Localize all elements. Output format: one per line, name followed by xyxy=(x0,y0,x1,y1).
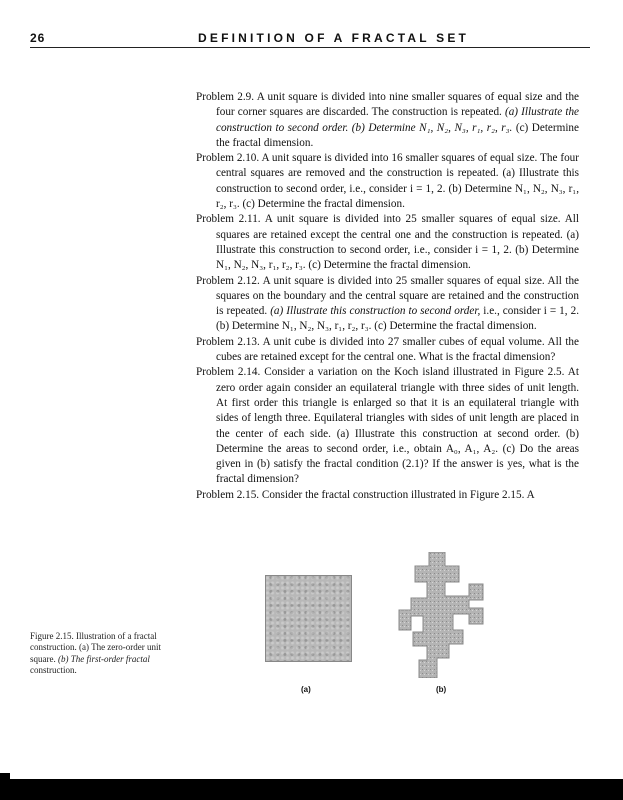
problem-2-10: Problem 2.10. A unit square is divided into 16 smaller squares of equal size. The four central squares are removed and the construction is repeated. (a) Illustrate this construction to second order, i.e., consider i = 1, 2. (b) Determine N₁, N₂, N₃, r₁, r₂, r₃. (c) Determine the fractal dimension. xyxy=(196,152,579,211)
panel-label-a: (a) xyxy=(301,685,311,694)
problem-2-9-italic: (a) Illustrate the construction to second order. (b) Determine N₁, N₂, N₃, r₁, r₂, r₃. xyxy=(216,106,579,134)
page-header xyxy=(30,31,590,48)
running-title: DEFINITION OF A FRACTAL SET xyxy=(198,31,470,45)
problem-list xyxy=(196,90,579,503)
figure-caption-text: Figure 2.15. Illustration of a fractal construction. (a) The zero-order unit square. xyxy=(30,631,162,664)
first-order-fractal xyxy=(397,552,485,678)
problem-2-12-italic: (a) Illustrate this construction to second order, xyxy=(270,305,481,318)
problem-2-9-text: Problem 2.9. A unit square is divided into nine smaller squares of equal size and the four corner squares are discarded. The construction is repeated. xyxy=(196,91,579,119)
problem-2-11: Problem 2.11. A unit square is divided into 25 smaller squares of equal size. All squares are retained except the central one and the construction is repeated. (a) Illustrate this construction to second order, i.e., consider i = 1, 2. (b) Determine N₁, N₂, N₃, r₁, r₂, r₃. (c) Determine the fractal dimension. xyxy=(196,213,579,272)
problem-2-14: Problem 2.14. Consider a variation on the Koch island illustrated in Figure 2.5. At zero order again consider an equilateral triangle with three sides of unit length. At first order this triangle is enlarged so that it is an equilateral triangle with sides of length three. Equilateral triangles with sides of unit length are placed in the center of each side. (a) Illustrate this construction at second order. (b) Determine the areas to second order, i.e., obtain A₀, A₁, A₂. (c) Do the areas given in (b) satisfy the fractal condition (2.1)? If the answer is yes, what is the fractal dimension? xyxy=(196,366,579,486)
figure-caption-italic: (b) The first-order fractal xyxy=(58,653,150,664)
problem-2-13: Problem 2.13. A unit cube is divided into 27 smaller cubes of equal volume. All the cubes are retained except for the central one. What is the fractal dimension? xyxy=(196,335,579,364)
problem-2-9-text-end: (c) Determine the fractal dimension. xyxy=(216,121,579,149)
problem-2-12-text-end: i.e., consider i = 1, 2. (b) Determine N₁, N₂, N₃, r₁, r₂, r₃. (c) Determine the fractal dimension. xyxy=(216,305,579,333)
first-order-fractal-shape xyxy=(399,552,483,678)
page-number: 26 xyxy=(30,31,46,45)
scan-bottom-edge xyxy=(0,779,623,800)
figure-caption-text-end: construction. xyxy=(30,664,77,675)
problem-2-9 xyxy=(196,90,579,151)
panel-label-b: (b) xyxy=(436,685,447,694)
problem-2-12 xyxy=(196,274,579,335)
problem-2-15: Problem 2.15. Consider the fractal construction illustrated in Figure 2.15. A xyxy=(196,488,535,501)
zero-order-unit-square xyxy=(265,575,352,662)
problem-2-12-text: Problem 2.12. A unit square is divided into 25 smaller squares of equal size. All the squares on the boundary and the central square are retained and the construction is repeated. xyxy=(196,274,579,318)
figure-caption xyxy=(30,631,170,676)
